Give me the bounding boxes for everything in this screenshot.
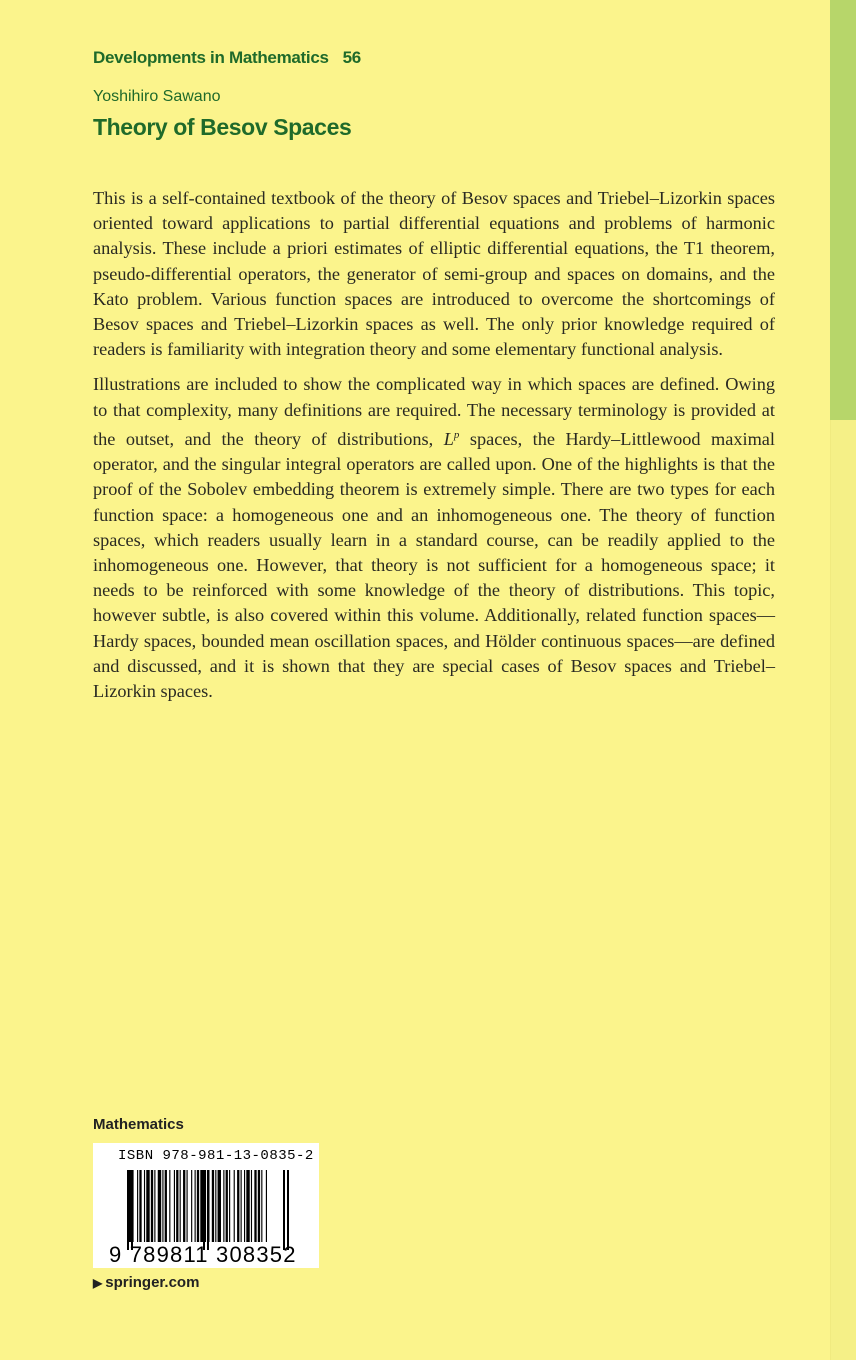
isbn-barcode — [93, 1143, 319, 1268]
subject-category: Mathematics — [93, 1116, 184, 1133]
publisher-website — [93, 1274, 199, 1291]
website-text: springer.com — [105, 1274, 200, 1291]
isbn-label: ISBN 978-981-13-0835-2 — [118, 1148, 314, 1164]
lp-symbol: $L^p$ — [443, 428, 460, 449]
series-name: Developments in Mathematics — [93, 48, 329, 67]
blurb-paragraph-2-start: Illustrations are included to show the complicated way in which spaces are defined. Owing to that complexity, many definitions are required. The necessary terminology is provided at the outset, and the theory of distributions, — [93, 374, 775, 449]
book-title: Theory of Besov Spaces — [93, 114, 352, 140]
barcode-digits: 9 789811 308352 — [109, 1242, 297, 1267]
blurb-paragraph-2 — [93, 372, 775, 704]
blurb-paragraph-2-end: spaces, the Hardy–Littlewood maximal operator, and the singular integral operators are called upon. One of the highlights is that the proof of the Sobolev embedding theorem is extremely simple. There are two types for each function space: a homogeneous one and an inhomogeneous one. The theory of function spaces, which readers usually learn in a standard course, can be readily applied to the inhomogeneous one. However, that theory is not sufficient for a homogeneous space; it needs to be reinforced with some knowledge of the theory of distributions. This topic, however subtle, is also covered within this volume. Additionally, related function spaces—Hardy spaces, bounded mean oscillation spaces, and Hölder continuous spaces—are defined and discussed, and it is shown that they are special cases of Besov spaces and Triebel–Lizorkin spaces. — [93, 428, 775, 701]
back-cover-blurb — [93, 186, 775, 714]
play-arrow-icon: ▶ — [93, 1276, 103, 1290]
series-line — [93, 48, 361, 68]
series-number: 56 — [342, 48, 361, 67]
blurb-paragraph-1: This is a self-contained textbook of the theory of Besov spaces and Triebel–Lizorkin spaces oriented toward applications to partial differential equations and problems of harmonic analysis. These include a priori estimates of elliptic differential equations, the T1 theorem, pseudo-differential operators, the generator of semi-group and spaces on domains, and the Kato problem. Various function spaces are introduced to overcome the shortcomings of Besov spaces and Triebel–Lizorkin spaces as well. The only prior knowledge required of readers is familiarity with integration theory and some elementary functional analysis. — [93, 188, 775, 360]
author-name: Yoshihiro Sawano — [93, 88, 221, 105]
spine-green-band — [830, 0, 856, 420]
